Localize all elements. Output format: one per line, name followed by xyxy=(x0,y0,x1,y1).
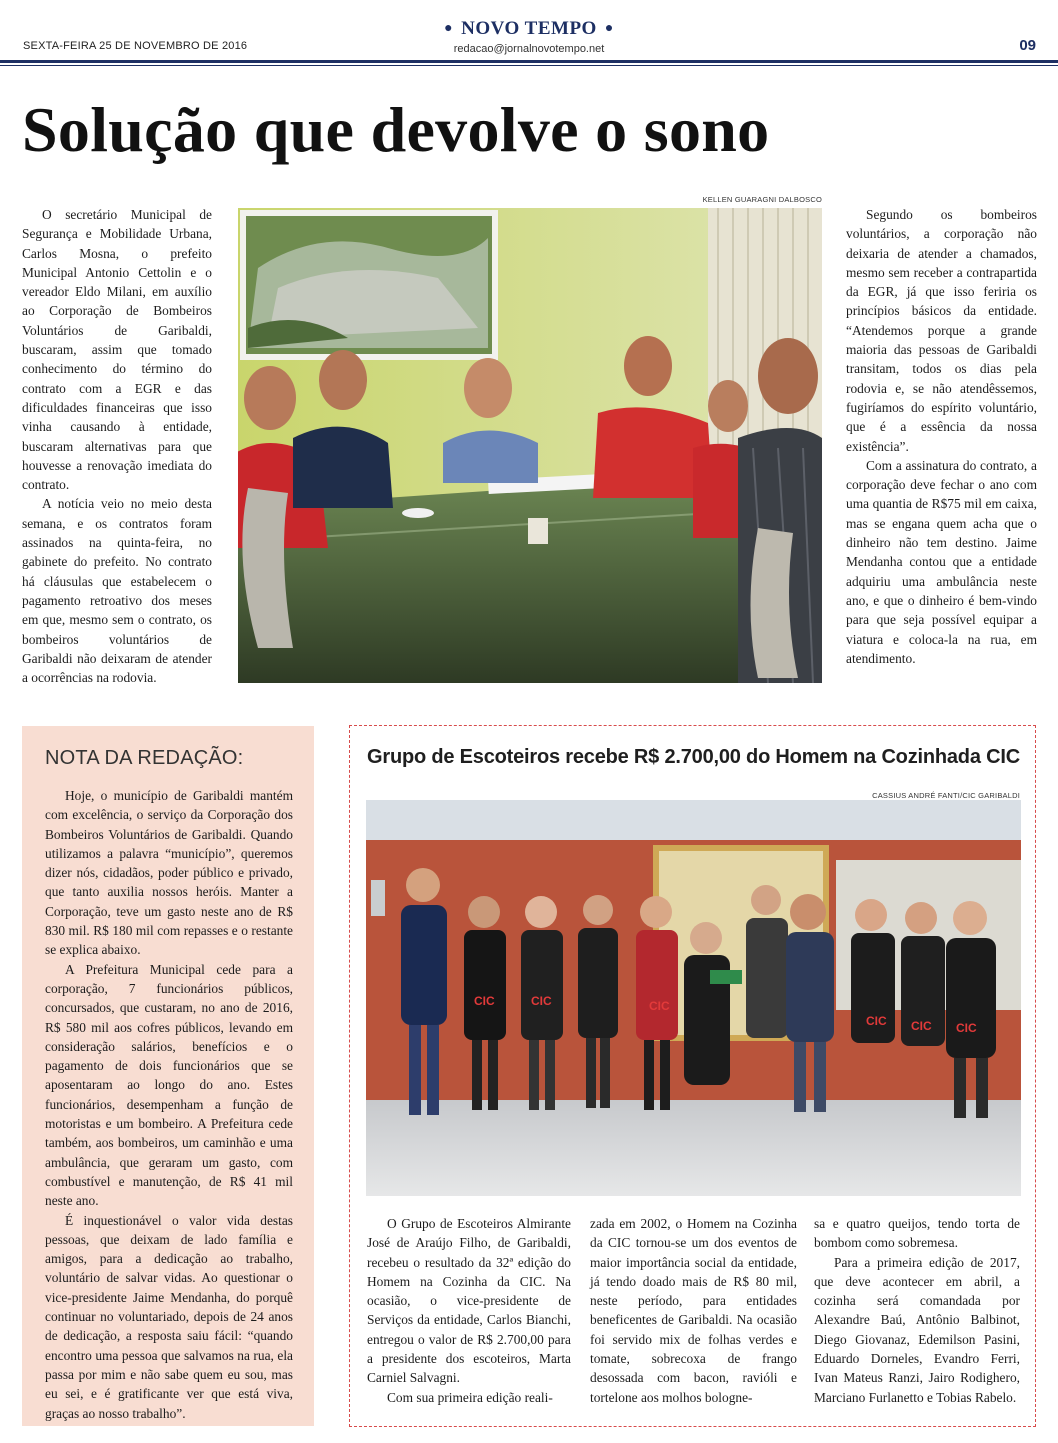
note-paragraph: É inquestionável o valor vida destas pessoas, que deixam de lado família e amigos, para a dedicação ao trabalho, voluntário de salvar vidas. Ao questionar o vice-presidente Jaime Mendanha, do porquê continuar no voluntariado, depois de 24 anos de dedicação, a resposta saiu fácil: “quando encontro uma pessoa que salvamos na rua, ela passa por mim e não sabe quem eu sou, mas eu sei, e é gratificante ver que está viva, graças ao nosso trabalho”. xyxy=(45,1212,293,1421)
header-rule xyxy=(0,60,1058,63)
newspaper-brand xyxy=(0,18,1058,40)
photo-credit: KELLEN GUARAGNI DALBOSCO xyxy=(702,195,822,204)
cic-article-column-1 xyxy=(367,1214,571,1407)
article-paragraph: Segundo os bombeiros voluntários, a corporação não deixaria de atender a chamados, mesmo sem receber a contrapartida da EGR, já que isso feriria os princípios básicos da entidade. “Atendemos porque a grande maioria das pessoas de Garibaldi transitam, todos os dias pela rodovia e, se não atendêssemos, fugiríamos do espírito voluntário, que é a essência da nossa existência”. xyxy=(846,207,1037,454)
apron-logo: CIC xyxy=(474,994,495,1008)
meeting-illustration xyxy=(238,208,822,683)
apron-logo: CIC xyxy=(531,994,552,1008)
article-paragraph: O secretário Municipal de Segurança e Mobilidade Urbana, Carlos Mosna, o prefeito Municipal Antonio Cettolin e o vereador Eldo Milani, em auxílio ao Corporação de Bombeiros Voluntários de Garibaldi, buscaram, assim que tomado conhecimento do término do contrato com a EGR e das dificuldades financeiras que isso vinha causando à entidade, buscaram alternativas para que houvesse a renovação imediata do contrato. xyxy=(22,207,212,493)
bullet-icon: ● xyxy=(604,21,614,36)
group-photo xyxy=(366,800,1021,1196)
editorial-note-text xyxy=(45,786,293,1423)
main-article-right-column xyxy=(846,205,1037,668)
article-paragraph: Para a primeira edição de 2017, que deve acontecer em abril, a cozinha será comandada por Alexandre Baú, Antônio Balbinot, Diego Giovanaz, Edemilson Pasini, Eduardo Dorneles, Evandro Ferri, Ivan Mateus Ranzi, Jairo Rodighero, Marciano Furlanetto e Tobias Rabelo. xyxy=(814,1254,1020,1405)
editorial-note-title: NOTA DA REDAÇÃO: xyxy=(45,747,244,769)
article-paragraph: O Grupo de Escoteiros Almirante José de Araújo Filho, de Garibaldi, recebeu o resultado da 32ª edição do Homem na Cozinha da CIC. Na ocasião, o vice-presidente de Serviços da entidade, Carlos Bianchi, entregou o valor de R$ 2.700,00 para a presidente dos escoteiros, Marta Carniel Salvagni. xyxy=(367,1216,571,1386)
page-number: 09 xyxy=(1019,37,1036,54)
apron-logo: CIC xyxy=(866,1014,887,1028)
article-paragraph: Com a assinatura do contrato, a corporação deve fechar o ano com uma quantia de R$75 mil em caixa, mas se engana quem acha que o dinheiro não tem destino. Jaime Mendanha contou que a entidade adquiriu uma ambulância neste ano, e que o dinheiro é bem-vindo para que seja possível equipar a viatura e coloca-la na rua, em atendimento. xyxy=(846,457,1037,666)
apron-logo: CIC xyxy=(911,1019,932,1033)
note-paragraph: Hoje, o município de Garibaldi mantém com excelência, o serviço da Corporação dos Bombeiros Voluntários de Garibaldi. Quando utilizamos a palavra “município”, queremos dizer nós, cidadãos, poder público e privado, que tanto auxilia nossos heróis. Manter a Corporação, teve um gasto neste ano de R$ 830 mil. R$ 180 mil com repasses e o restante se explica abaixo. xyxy=(45,788,293,958)
main-article-left-column xyxy=(22,205,212,687)
meeting-photo xyxy=(238,208,822,683)
newsroom-email[interactable]: redacao@jornalnovotempo.net xyxy=(453,43,605,55)
group-illustration xyxy=(366,800,1021,1196)
apron-logo: CIC xyxy=(649,999,670,1013)
bullet-icon: ● xyxy=(444,21,454,36)
note-paragraph: A Prefeitura Municipal cede para a corporação, 7 funcionários públicos, concursados, que custaram, no ano de 2016, R$ 580 mil aos cofres públicos, levando em consideração salários, benefícios e o pagamento de dois funcionários que se aposentaram ao longo do ano. Estes funcionários, desempenham a função de motoristas e um bombeiro. A Prefeitura cede também, aos bombeiros, um caminhão e uma ambulância, que geraram um gasto, com combustível e manutenção, de R$ 41 mil neste ano. xyxy=(45,961,293,1209)
header-rule-thin xyxy=(0,65,1058,66)
brand-name: NOVO TEMPO xyxy=(461,18,597,39)
photo-credit: CASSIUS ANDRÉ FANTI/CIC GARIBALDI xyxy=(872,791,1020,800)
article-paragraph: A notícia veio no meio desta semana, e os contratos foram assinados na quinta-feira, no gabinete do prefeito. No contrato há cláusulas que estabelecem o pagamento retroativo dos meses em que, mesmo sem o contrato, os bombeiros voluntários de Garibaldi não deixaram de atender a ocorrências na rodovia. xyxy=(22,496,212,686)
cic-article-column-2 xyxy=(590,1214,797,1407)
cic-article-column-3 xyxy=(814,1214,1020,1407)
cic-headline: Grupo de Escoteiros recebe R$ 2.700,00 do Homem na Cozinhada CIC xyxy=(367,746,1020,768)
issue-date: SEXTA-FEIRA 25 DE NOVEMBRO DE 2016 xyxy=(23,40,248,52)
apron-logo: CIC xyxy=(956,1021,977,1035)
article-paragraph: Com sua primeira edição reali- xyxy=(387,1389,553,1405)
article-paragraph: sa e quatro queijos, tendo torta de bombom como sobremesa. xyxy=(814,1216,1020,1251)
main-headline: Solução que devolve o sono xyxy=(22,94,770,165)
article-paragraph: zada em 2002, o Homem na Cozinha da CIC tornou-se um dos eventos de maior importância social da entidade, já tendo doado mais de R$ 80 mil, neste período, para entidades beneficentes de Garibaldi. Na ocasião foi servido mix de folhas verdes e tomate, sobrecoxa de frango desossada com bacon, ravióli e tortelone aos molhos bologne- xyxy=(590,1216,797,1405)
